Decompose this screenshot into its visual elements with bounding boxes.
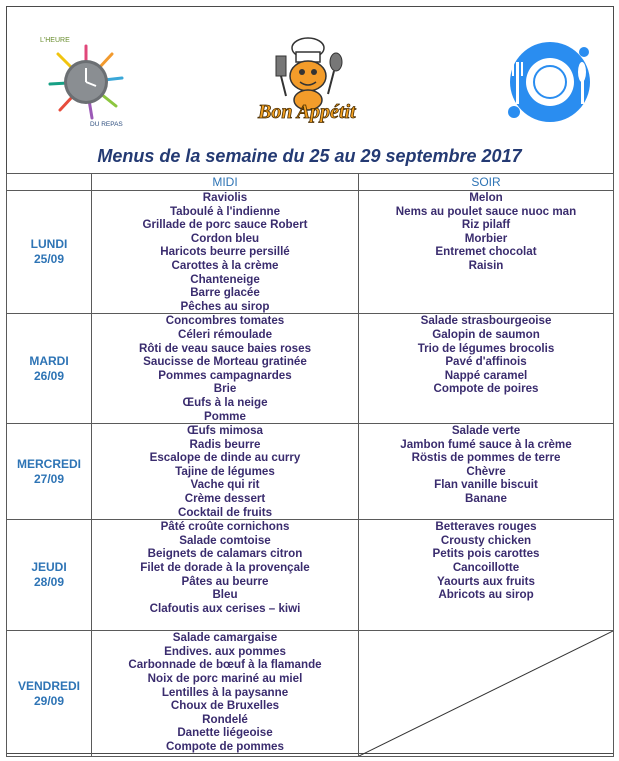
meal-item: Trio de légumes brocolis <box>417 341 555 355</box>
meal-item: Noix de porc mariné au miel <box>147 672 303 686</box>
midi-cell <box>92 424 359 520</box>
meal-item: Vache qui rit <box>190 478 260 492</box>
meal-item: Flan vanille biscuit <box>434 478 538 492</box>
meal-item: Pêches au sirop <box>180 299 270 313</box>
meal-item: Compote de poires <box>433 382 539 396</box>
plate-icon <box>498 32 598 132</box>
day-row <box>7 314 614 424</box>
meal-item: Chèvre <box>466 464 506 478</box>
meal-item: Grillade de porc sauce Robert <box>142 218 308 232</box>
meal-item: Crousty chicken <box>440 533 532 547</box>
soir-cell <box>359 191 614 314</box>
day-date: 29/09 <box>33 693 65 708</box>
meal-item: Escalope de dinde au curry <box>149 451 301 465</box>
day-date: 28/09 <box>33 575 65 590</box>
day-cell <box>7 424 92 520</box>
meal-item: Concombres tomates <box>165 314 285 328</box>
meal-item: Salade verte <box>451 424 521 438</box>
meal-item: Pâtes au beurre <box>181 574 269 588</box>
clock-logo-bottom-text: DU REPAS <box>90 121 123 128</box>
meal-item: Tajine de légumes <box>175 464 275 478</box>
meal-item: Pâté croûte cornichons <box>160 520 290 534</box>
day-date: 26/09 <box>33 368 65 383</box>
clock-logo-top-text: L'HEURE <box>40 37 70 44</box>
meal-item: Endives. aux pommes <box>164 644 286 658</box>
day-row <box>7 424 614 520</box>
meal-item: Yaourts aux fruits <box>437 574 535 588</box>
midi-cell <box>92 631 359 757</box>
meal-item: Beignets de calamars citron <box>147 547 303 561</box>
meal-item: Lentilles à la paysanne <box>161 685 289 699</box>
meal-item: Entremet chocolat <box>435 245 537 259</box>
day-row <box>7 520 614 631</box>
day-name: VENDREDI <box>17 678 80 693</box>
midi-cell <box>92 314 359 424</box>
meal-item: Abricots au sirop <box>438 588 534 602</box>
page-title: Menus de la semaine du 25 au 29 septembre 2017 <box>97 146 522 166</box>
meal-item: Œufs mimosa <box>186 424 264 438</box>
meal-item: Riz pilaff <box>461 218 511 232</box>
meal-item: Raviolis <box>202 191 248 204</box>
soir-cell-empty <box>359 631 614 757</box>
chef-logo <box>246 34 396 134</box>
meal-item: Haricots beurre persillé <box>160 245 290 259</box>
day-cell <box>7 520 92 631</box>
meal-item: Chanteneige <box>190 272 260 286</box>
meal-item: Pavé d'affinois <box>445 355 527 369</box>
menu-table <box>6 173 614 757</box>
meal-item: Raisin <box>468 258 504 272</box>
meal-item: Cancoillotte <box>452 561 520 575</box>
meal-item: Rondelé <box>202 712 248 726</box>
table-header-row <box>7 174 614 191</box>
meal-item: Salade camargaise <box>172 631 278 645</box>
meal-item: Morbier <box>464 231 508 245</box>
meal-item: Banane <box>465 492 507 506</box>
meal-item: Nems au poulet sauce nuoc man <box>395 204 577 218</box>
day-name: MARDI <box>29 353 69 368</box>
day-cell <box>7 191 92 314</box>
meal-item: Compote de pommes <box>166 740 284 753</box>
chef-logo-text: Bon Appétit <box>258 101 356 123</box>
meal-item: Taboulé à l'indienne <box>169 204 281 218</box>
meal-item: Filet de dorade à la provençale <box>140 561 310 575</box>
meal-item: Danette liégeoise <box>177 726 273 740</box>
header-midi: MIDI <box>92 174 359 191</box>
meal-item: Galopin de saumon <box>432 327 540 341</box>
meal-item: Radis beurre <box>189 437 261 451</box>
meal-item: Jambon fumé sauce à la crème <box>400 437 572 451</box>
meal-item: Carbonnade de bœuf à la flamande <box>128 658 322 672</box>
day-name: MERCREDI <box>16 456 81 471</box>
meal-item: Bleu <box>212 588 238 602</box>
meal-item: Clafoutis aux cerises – kiwi <box>149 601 301 615</box>
meal-item: Choux de Bruxelles <box>170 699 280 713</box>
meal-item: Petits pois carottes <box>432 547 540 561</box>
meal-item: Crème dessert <box>184 492 266 506</box>
meal-item: Salade comtoise <box>179 533 271 547</box>
day-date: 25/09 <box>33 252 65 267</box>
meal-item: Barre glacée <box>190 286 260 300</box>
meal-item: Salade strasbourgeoise <box>420 314 552 328</box>
soir-cell <box>359 520 614 631</box>
meal-item: Saucisse de Morteau gratinée <box>143 355 307 369</box>
meal-item: Rôti de veau sauce baies roses <box>138 341 312 355</box>
meal-item: Céleri rémoulade <box>177 327 273 341</box>
midi-cell <box>92 520 359 631</box>
meal-item: Röstis de pommes de terre <box>411 451 561 465</box>
day-cell <box>7 631 92 757</box>
meal-item: Brie <box>213 382 237 396</box>
clock-logo <box>36 32 136 132</box>
meal-item: Carottes à la crème <box>171 258 279 272</box>
header <box>6 6 614 142</box>
meal-item: Betteraves rouges <box>435 520 537 534</box>
day-row <box>7 631 614 757</box>
header-day-cell <box>7 174 92 191</box>
day-cell <box>7 314 92 424</box>
day-name: JEUDI <box>31 560 67 575</box>
meal-item: Œufs à la neige <box>182 395 268 409</box>
meal-item: Cocktail de fruits <box>177 505 273 519</box>
soir-cell <box>359 314 614 424</box>
day-row <box>7 191 614 314</box>
meal-item: Melon <box>469 191 503 204</box>
meal-item: Nappé caramel <box>444 368 528 382</box>
day-name: LUNDI <box>30 237 68 252</box>
empty-cell-diagonal <box>359 631 613 756</box>
meal-item: Cordon bleu <box>190 231 260 245</box>
meal-item: Pomme <box>204 409 246 423</box>
meal-item: Pommes campagnardes <box>158 368 292 382</box>
soir-cell <box>359 424 614 520</box>
day-date: 27/09 <box>33 471 65 486</box>
midi-cell <box>92 191 359 314</box>
header-soir: SOIR <box>359 174 614 191</box>
